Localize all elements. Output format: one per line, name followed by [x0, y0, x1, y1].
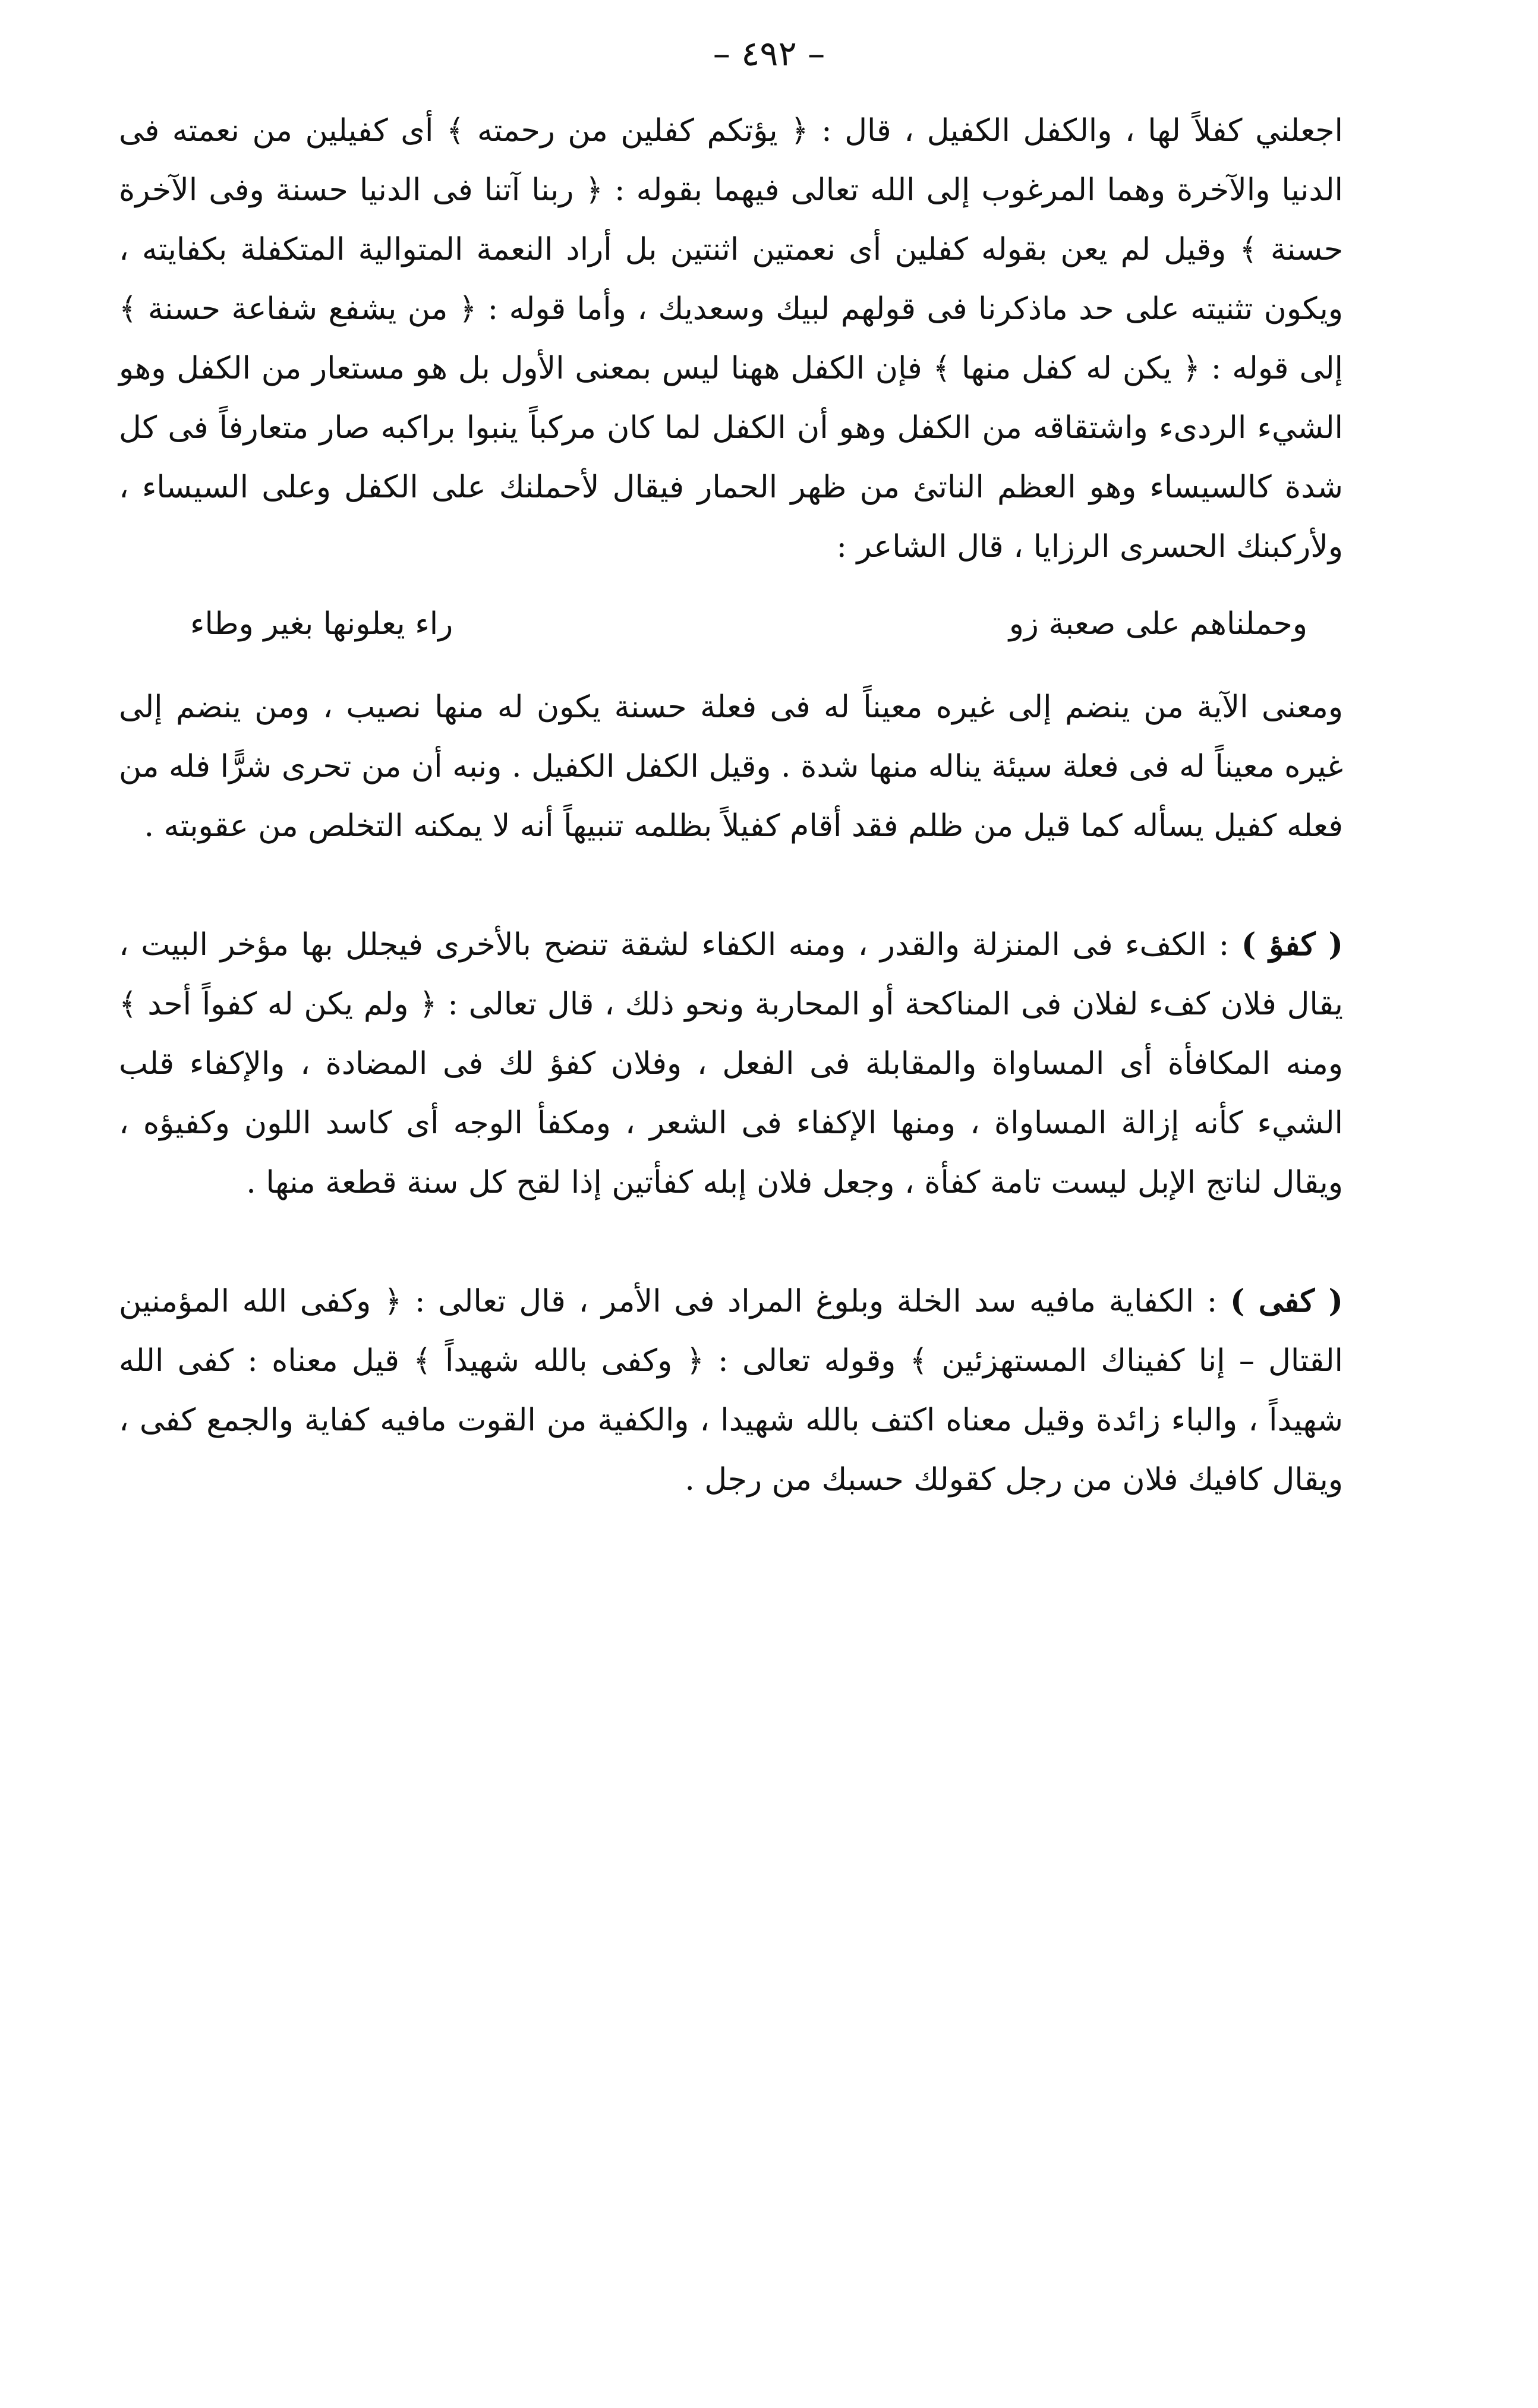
paragraph-kafa	[119, 1272, 1343, 1509]
verse-second-hemistich: راء يعلونها بغير وطاء	[190, 606, 453, 642]
poem-verse	[119, 594, 1343, 654]
verse-first-hemistich: وحملناهم على صعبة زو	[1008, 606, 1307, 642]
paragraph-kafu	[119, 915, 1343, 1212]
page-number: – ٤٩٢ –	[713, 33, 825, 74]
paragraph-text: اجعلني كفلاً لها ، والكفل الكفيل ، قال : ﴿ يؤتكم كفلين من رحمته ﴾ أى كفيلين من نعمته فى الدنيا والآخرة وهما المرغوب إلى الله تعالى فيهما بقوله : ﴿ ربنا آتنا فى الدنيا حسنة وفى الآخرة حسنة ﴾ وقيل لم يعن بقوله كفلين أى نعمتين اثنتين بل أراد النعمة المتوالية المتكفلة بكفايته ، ويكون تثنيته على حد ماذكرنا فى قولهم لبيك وسعديك ، وأما قوله : ﴿ من يشفع شفاعة حسنة ﴾ إلى قوله : ﴿ يكن له كفل منها ﴾ فإن الكفل ههنا ليس بمعنى الأول بل هو مستعار من الكفل وهو الشيء الردىء واشتقاقه من الكفل وهو أن الكفل لما كان مركباً ينبوا براكبه صار متعارفاً فى كل شدة كالسيساء وهو العظم الناتئ من ظهر الحمار فيقال لأحملنك على الكفل وعلى السيساء ، ولأركبنك الحسرى الرزايا ، قال الشاعر :	[119, 113, 1343, 565]
entry-headword: ( كفى )	[1230, 1283, 1343, 1319]
paragraph-text: : الكفاية مافيه سد الخلة وبلوغ المراد فى الأمر ، قال تعالى : ﴿ وكفى الله المؤمنين القتال – إنا كفيناك المستهزئين ﴾ وقوله تعالى : ﴿ وكفى بالله شهيداً ﴾ قيل معناه : كفى الله شهيداً ، والباء زائدة وقيل معناه اكتف بالله شهيدا ، والكفية من القوت مافيه كفاية والجمع كفى ، ويقال كافيك فلان من رجل كقولك حسبك من رجل .	[119, 1284, 1343, 1498]
entry-headword: ( كفؤ )	[1241, 926, 1343, 963]
paragraph-text: : الكفء فى المنزلة والقدر ، ومنه الكفاء لشقة تنضح بالأخرى فيجلل بها مؤخر البيت ، يقال فلان كفء لفلان فى المناكحة أو المحاربة ونحو ذلك ، قال تعالى : ﴿ ولم يكن له كفواً أحد ﴾ ومنه المكافأة أى المساواة والمقابلة فى الفعل ، وفلان كفؤ لك فى المضادة ، والإكفاء قلب الشيء كأنه إزالة المساواة ، ومنها الإكفاء فى الشعر ، ومكفأ الوجه أى كاسد اللون وكفيؤه ، ويقال لناتج الإبل ليست تامة كفأة ، وجعل فلان إبله كفأتين إذا لقح كل سنة قطعة منها .	[119, 927, 1343, 1200]
page-body	[119, 101, 1343, 1509]
paragraph-verse-meaning	[119, 677, 1343, 856]
paragraph-kafal	[119, 101, 1343, 576]
paragraph-text: ومعنى الآية من ينضم إلى غيره معيناً له فى فعلة حسنة يكون له منها نصيب ، ومن ينضم إلى غيره معيناً له فى فعلة سيئة يناله منها شدة . وقيل الكفل الكفيل . ونبه أن من تحرى شرًّا فله من فعله كفيل يسأله كما قيل من ظلم فقد أقام كفيلاً بظلمه تنبيهاً أنه لا يمكنه التخلص من عقوبته .	[119, 689, 1343, 844]
